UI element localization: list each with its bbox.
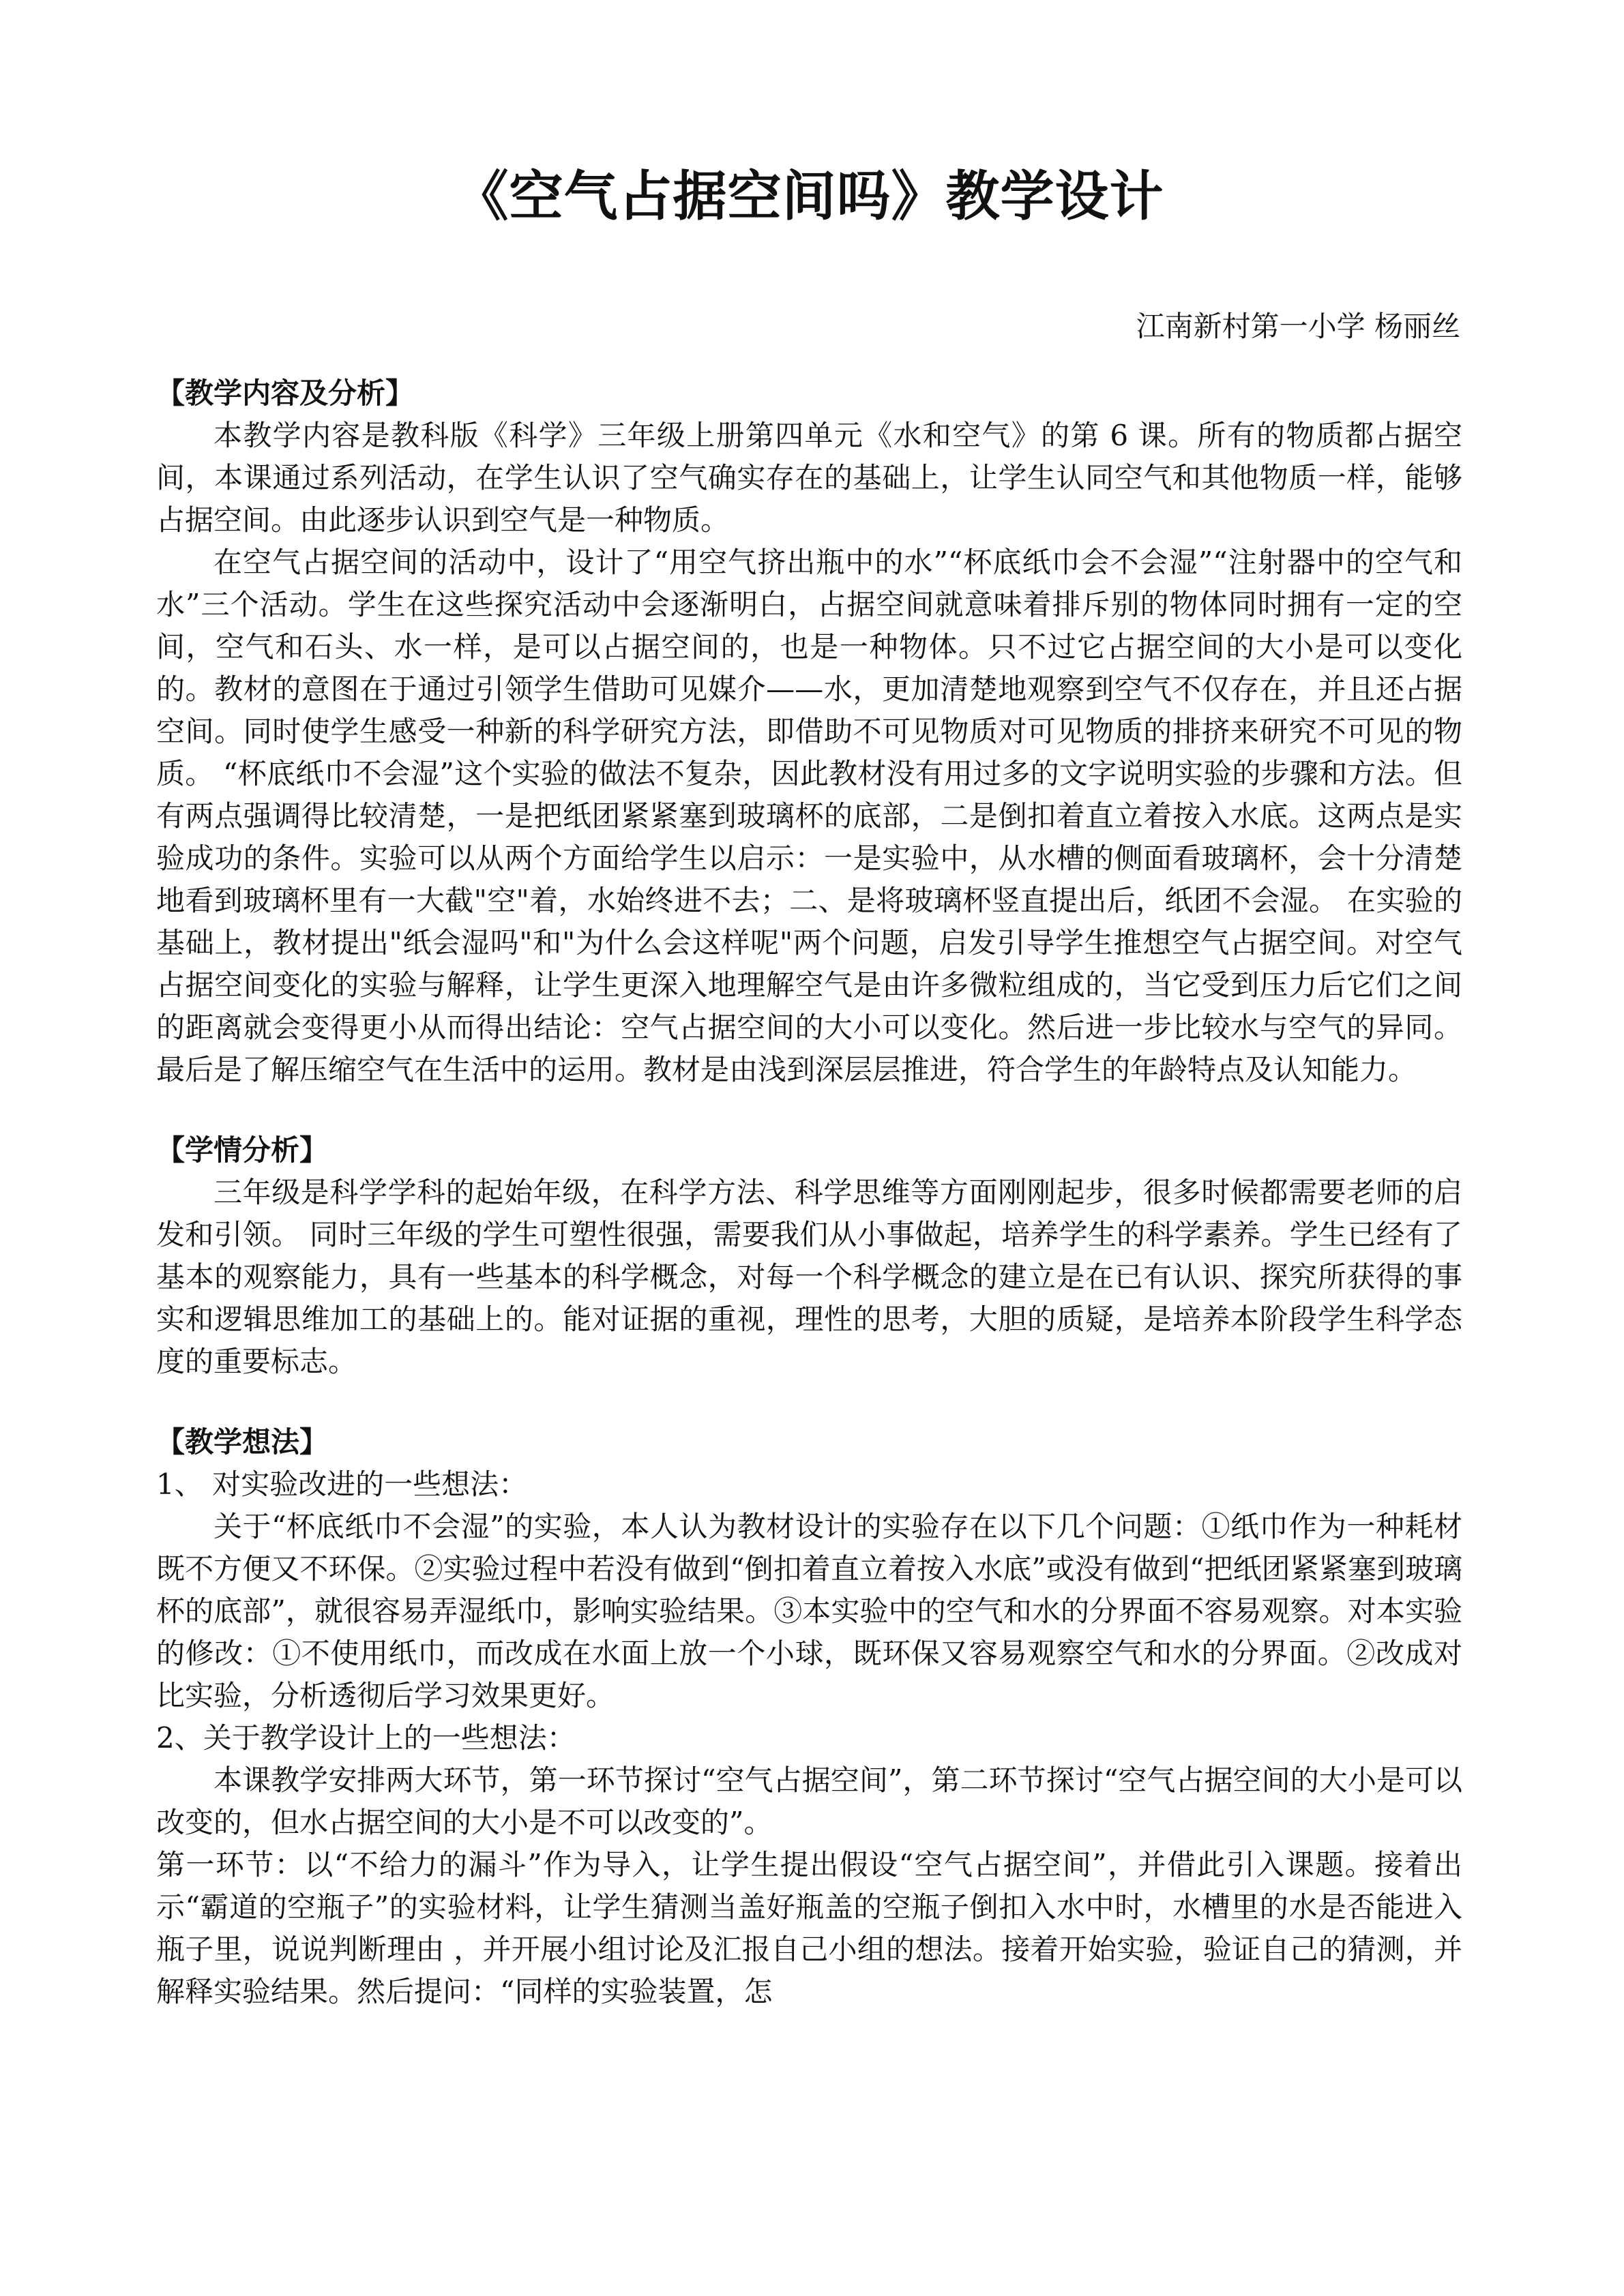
section-heading: 【学情分析】 <box>156 1133 329 1167</box>
list-item-heading: 1、 对实验改进的一些想法： <box>156 1467 528 1501</box>
paragraph: 本课教学安排两大环节，第一环节探讨“空气占据空间”，第二环节探讨“空气占据空间的大小是可以改变的，但水占据空间的大小是不可以改变的”。 <box>156 1763 1462 1839</box>
author-line: 江南新村第一小学 杨丽丝 <box>1136 310 1460 343</box>
section-teaching-ideas <box>156 1421 1462 2013</box>
paragraph: 三年级是科学学科的起始年级，在科学方法、科学思维等方面刚刚起步，很多时候都需要老师的启发和引领。 同时三年级的学生可塑性很强，需要我们从小事做起，培养学生的科学素养。学生已经有了基本的观察能力，具有一些基本的科学概念，对每一个科学概念的建立是在已有认识、探究所获得的事实和逻辑思维加工的基础上的。能对证据的重视，理性的思考，大胆的质疑，是培养本阶段学生科学态度的重要标志。 <box>156 1176 1462 1378</box>
section-learner-analysis <box>156 1129 1462 1383</box>
section-heading: 【教学想法】 <box>156 1425 329 1459</box>
page-title: 《空气占据空间吗》教学设计 <box>454 165 1164 228</box>
section-content-analysis <box>156 372 1462 1091</box>
paragraph: 本教学内容是教科版《科学》三年级上册第四单元《水和空气》的第 6 课。所有的物质都占据空间，本课通过系列活动，在学生认识了空气确实存在的基础上，让学生认同空气和其他物质一样，能够占据空间。由此逐步认识到空气是一种物质。 <box>156 419 1462 537</box>
paragraph: 关于“杯底纸巾不会湿”的实验，本人认为教材设计的实验存在以下几个问题：①纸巾作为一种耗材既不方便又不环保。②实验过程中若没有做到“倒扣着直立着按入水底”或没有做到“把纸团紧紧塞到玻璃杯的底部”，就很容易弄湿纸巾，影响实验结果。③本实验中的空气和水的分界面不容易观察。对本实验的修改：①不使用纸巾，而改成在水面上放一个小球，既环保又容易观察空气和水的分界面。②改成对比实验，分析透彻后学习效果更好。 <box>156 1510 1462 1712</box>
paragraph: 在空气占据空间的活动中，设计了“用空气挤出瓶中的水”“杯底纸巾会不会湿”“注射器中的空气和水”三个活动。学生在这些探究活动中会逐渐明白，占据空间就意味着排斥别的物体同时拥有一定的空间，空气和石头、水一样，是可以占据空间的，也是一种物体。只不过它占据空间的大小是可以变化的。教材的意图在于通过引领学生借助可见媒介——水，更加清楚地观察到空气不仅存在，并且还占据空间。同时使学生感受一种新的科学研究方法，即借助不可见物质对可见物质的排挤来研究不可见的物质。 “杯底纸巾不会湿”这个实验的做法不复杂，因此教材没有用过多的文字说明实验的步骤和方法。但有两点强调得比较清楚，一是把纸团紧紧塞到玻璃杯的底部，二是倒扣着直立着按入水底。这两点是实验成功的条件。实验可以从两个方面给学生以启示：一是实验中，从水槽的侧面看玻璃杯，会十分清楚地看到玻璃杯里有一大截"空"着，水始终进不去；二、是将玻璃杯竖直提出后，纸团不会湿。 在实验的基础上，教材提出"纸会湿吗"和"为什么会这样呢"两个问题，启发引导学生推想空气占据空间。对空气占据空间变化的实验与解释，让学生更深入地理解空气是由许多微粒组成的，当它受到压力后它们之间的距离就会变得更小从而得出结论：空气占据空间的大小可以变化。然后进一步比较水与空气的异同。最后是了解压缩空气在生活中的运用。教材是由浅到深层层推进，符合学生的年龄特点及认知能力。 <box>156 546 1462 1086</box>
list-item-heading: 2、关于教学设计上的一些想法： <box>156 1721 576 1755</box>
section-heading: 【教学内容及分析】 <box>156 376 415 410</box>
paragraph: 第一环节：以“不给力的漏斗”作为导入，让学生提出假设“空气占据空间”，并借此引入课题。接着出示“霸道的空瓶子”的实验材料，让学生猜测当盖好瓶盖的空瓶子倒扣入水中时，水槽里的水是否能进入瓶子里，说说判断理由 ，并开展小组讨论及汇报自己小组的想法。接着开始实验，验证自己的猜测，并解释实验结果。然后提问：“同样的实验装置，怎 <box>156 1848 1462 2008</box>
